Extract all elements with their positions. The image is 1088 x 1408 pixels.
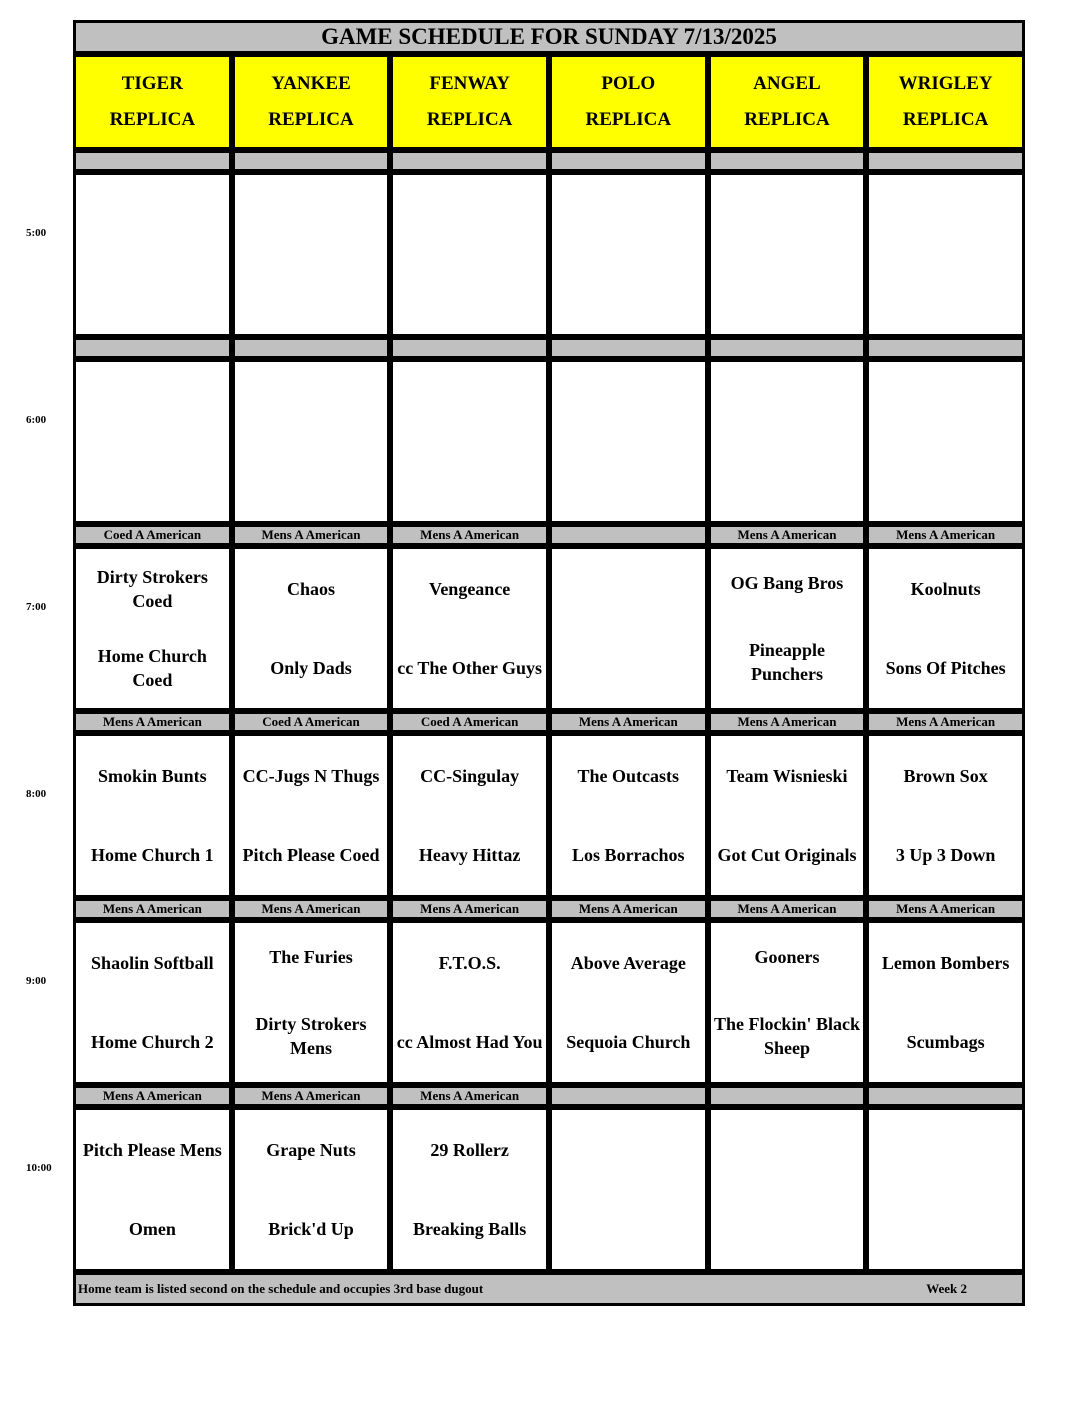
division-row xyxy=(73,150,1025,172)
division-label xyxy=(232,150,391,172)
division-label xyxy=(708,150,867,172)
home-team: Only Dads xyxy=(270,658,352,679)
game-cell xyxy=(390,359,549,524)
away-team: Above Average xyxy=(570,952,686,973)
game-cell xyxy=(390,172,549,337)
away-team: Pitch Please Mens xyxy=(82,1139,222,1160)
game-cell xyxy=(73,1107,232,1272)
home-team: Home Church 1 xyxy=(90,845,214,866)
away-team: Team Wisnieski xyxy=(726,765,848,786)
game-cell xyxy=(73,172,232,337)
game-cell xyxy=(390,1107,549,1272)
home-team: Los Borrachos xyxy=(572,845,685,866)
game-cell xyxy=(232,920,391,1085)
division-label: Mens A American xyxy=(866,898,1025,920)
game-cell xyxy=(73,920,232,1085)
division-label xyxy=(866,150,1025,172)
game-row xyxy=(73,359,1025,524)
away-team: 29 Rollerz xyxy=(430,1139,509,1160)
home-team: Heavy Hittaz xyxy=(418,845,521,866)
division-label: Mens A American xyxy=(232,1085,391,1107)
game-row xyxy=(73,1107,1025,1272)
division-label xyxy=(549,524,708,546)
game-cell xyxy=(390,920,549,1085)
division-label: Mens A American xyxy=(866,711,1025,733)
game-cell xyxy=(708,172,867,337)
game-cell xyxy=(232,359,391,524)
game-cell xyxy=(866,359,1025,524)
game-cell xyxy=(549,546,708,711)
home-team: Scumbags xyxy=(906,1032,985,1053)
game-row xyxy=(73,546,1025,711)
field-name: ANGEL xyxy=(753,73,821,94)
field-type: REPLICA xyxy=(426,109,513,130)
away-team: CC-Jugs N Thugs xyxy=(242,765,380,786)
game-cell xyxy=(549,172,708,337)
schedule-footer xyxy=(73,1272,1025,1306)
division-label xyxy=(549,337,708,359)
division-label: Mens A American xyxy=(232,898,391,920)
home-team: Got Cut Originals xyxy=(717,845,857,866)
away-team: OG Bang Bros xyxy=(730,572,844,593)
division-label: Mens A American xyxy=(390,524,549,546)
game-cell xyxy=(232,546,391,711)
division-label: Coed A American xyxy=(232,711,391,733)
game-cell xyxy=(390,546,549,711)
away-team: Smokin Bunts xyxy=(98,765,207,786)
field-header-yankee xyxy=(232,54,391,150)
away-team: F.T.O.S. xyxy=(438,952,501,973)
home-team: Pitch Please Coed xyxy=(242,845,380,866)
division-label xyxy=(549,150,708,172)
game-cell xyxy=(232,1107,391,1272)
time-label: 6:00 xyxy=(26,413,47,426)
division-label xyxy=(708,1085,867,1107)
home-team: Breaking Balls xyxy=(413,1219,527,1240)
division-label xyxy=(866,337,1025,359)
time-label: 8:00 xyxy=(26,787,47,800)
home-team: cc Almost Had You xyxy=(396,1032,543,1053)
division-label: Mens A American xyxy=(708,711,867,733)
game-cell xyxy=(549,1107,708,1272)
division-label: Mens A American xyxy=(866,524,1025,546)
home-team: Brick'd Up xyxy=(268,1219,354,1240)
field-header-tiger xyxy=(73,54,232,150)
away-team: Dirty Strokers Coed xyxy=(96,566,208,611)
division-label: Mens A American xyxy=(549,898,708,920)
game-cell xyxy=(708,733,867,898)
division-label: Coed A American xyxy=(390,711,549,733)
game-cell xyxy=(866,546,1025,711)
division-label xyxy=(866,1085,1025,1107)
away-team: Koolnuts xyxy=(910,578,981,599)
home-team: Home Church 2 xyxy=(90,1032,214,1053)
division-row xyxy=(73,898,1025,920)
game-cell xyxy=(232,172,391,337)
division-label: Mens A American xyxy=(390,898,549,920)
game-cell xyxy=(73,733,232,898)
game-cell xyxy=(708,546,867,711)
field-type: REPLICA xyxy=(585,109,672,130)
schedule-sheet xyxy=(73,20,1025,1306)
home-team: Sequoia Church xyxy=(566,1032,691,1053)
division-label: Mens A American xyxy=(708,898,867,920)
field-type: REPLICA xyxy=(268,109,354,130)
game-cell xyxy=(866,920,1025,1085)
game-row xyxy=(73,920,1025,1085)
away-team: The Outcasts xyxy=(577,765,680,786)
field-header-angel xyxy=(708,54,867,150)
division-label: Mens A American xyxy=(73,1085,232,1107)
field-name: TIGER xyxy=(121,73,183,94)
time-label: 7:00 xyxy=(26,600,47,613)
field-type: REPLICA xyxy=(109,109,196,130)
away-team: Vengeance xyxy=(428,578,511,599)
field-type: REPLICA xyxy=(902,109,989,130)
game-cell xyxy=(549,733,708,898)
division-label xyxy=(549,1085,708,1107)
game-row xyxy=(73,733,1025,898)
home-team: Pineapple Punchers xyxy=(748,640,825,685)
field-header-row xyxy=(73,54,1025,150)
time-slots xyxy=(73,150,1025,1272)
game-cell xyxy=(549,920,708,1085)
game-cell xyxy=(866,1107,1025,1272)
away-team: Lemon Bombers xyxy=(881,952,1010,973)
time-label: 10:00 xyxy=(26,1161,52,1174)
division-label: Mens A American xyxy=(549,711,708,733)
away-team: Grape Nuts xyxy=(266,1139,356,1160)
field-header-fenway xyxy=(390,54,549,150)
division-label: Mens A American xyxy=(73,711,232,733)
home-team: Omen xyxy=(128,1219,176,1240)
away-team: Brown Sox xyxy=(903,765,988,786)
away-team: Chaos xyxy=(286,578,335,599)
game-cell xyxy=(73,359,232,524)
division-label: Mens A American xyxy=(390,1085,549,1107)
game-cell xyxy=(549,359,708,524)
home-team: The Flockin' Black Sheep xyxy=(713,1014,860,1059)
week-label: Week 2 xyxy=(926,1281,967,1296)
field-type: REPLICA xyxy=(744,109,830,130)
division-label: Mens A American xyxy=(73,898,232,920)
field-name: YANKEE xyxy=(271,73,351,94)
home-team: 3 Up 3 Down xyxy=(895,845,996,866)
away-team: The Furies xyxy=(269,946,353,967)
game-cell xyxy=(708,1107,867,1272)
time-label: 5:00 xyxy=(26,226,47,239)
schedule-title: GAME SCHEDULE FOR SUNDAY 7/13/2025 xyxy=(73,20,1025,54)
division-row xyxy=(73,337,1025,359)
division-label xyxy=(73,337,232,359)
game-cell xyxy=(232,733,391,898)
home-team: Dirty Strokers Mens xyxy=(255,1014,367,1059)
division-row xyxy=(73,711,1025,733)
field-header-wrigley xyxy=(866,54,1025,150)
game-cell xyxy=(708,920,867,1085)
game-cell xyxy=(866,733,1025,898)
game-cell xyxy=(73,546,232,711)
division-label xyxy=(708,337,867,359)
away-team: Shaolin Softball xyxy=(91,952,214,973)
division-label: Mens A American xyxy=(232,524,391,546)
division-label xyxy=(73,150,232,172)
field-header-polo xyxy=(549,54,708,150)
division-label xyxy=(390,150,549,172)
game-cell xyxy=(390,733,549,898)
division-row xyxy=(73,524,1025,546)
away-team: Gooners xyxy=(754,946,820,967)
division-label: Mens A American xyxy=(708,524,867,546)
home-team: Sons Of Pitches xyxy=(885,658,1006,679)
away-team: CC-Singulay xyxy=(420,765,520,786)
game-cell xyxy=(708,359,867,524)
footer-note: Home team is listed second on the schedule and occupies 3rd base dugout xyxy=(78,1281,484,1296)
time-label: 9:00 xyxy=(26,974,47,987)
division-label xyxy=(390,337,549,359)
game-cell xyxy=(866,172,1025,337)
field-name: WRIGLEY xyxy=(898,73,993,94)
division-label: Coed A American xyxy=(73,524,232,546)
home-team: cc The Other Guys xyxy=(397,658,543,679)
field-name: POLO xyxy=(601,73,656,94)
division-row xyxy=(73,1085,1025,1107)
division-label xyxy=(232,337,391,359)
game-row xyxy=(73,172,1025,337)
home-team: Home Church Coed xyxy=(97,646,207,691)
field-name: FENWAY xyxy=(429,73,510,94)
